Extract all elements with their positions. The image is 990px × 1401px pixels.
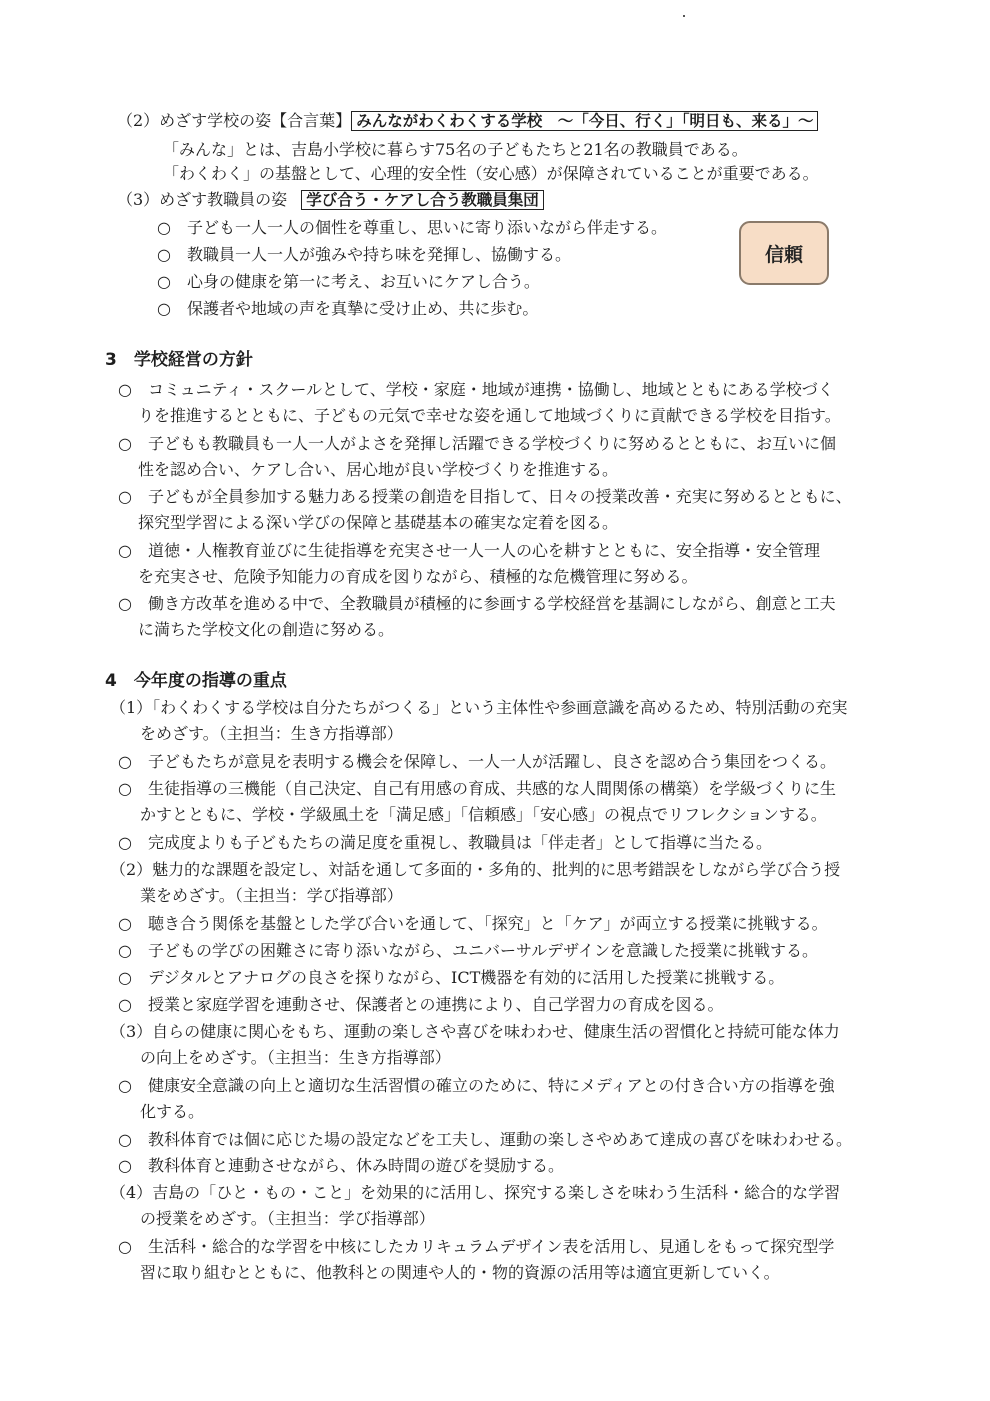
policy-line: ○ コミュニティ・スクールとして、学校・家庭・地域が連携・協働し、地域とともにある学校づく (118, 380, 834, 399)
focus-line: ○ 子どもたちが意見を表明する機会を保障し、一人一人が活躍し、良さを認め合う集団をつくる。 (118, 752, 836, 771)
focus-line: 業をめざす。（主担当：学び指導部） (140, 886, 403, 905)
focus-line: の向上をめざす。（主担当：生き方指導部） (140, 1048, 451, 1067)
goal-staff-label: （3）めざす教職員の姿 (117, 190, 288, 209)
focus-line: をめざす。（主担当：生き方指導部） (140, 724, 403, 743)
staff-list-item: ○ 教職員一人一人が強みや持ち味を発揮し、協働する。 (157, 245, 571, 264)
focus-line: ○ 健康安全意識の向上と適切な生活習慣の確立のために、特にメディアとの付き合い方の指導を強 (118, 1076, 835, 1095)
policy-line: ○ 働き方改革を進める中で、全教職員が積極的に参画する学校経営を基調にしながら、創意と工夫 (118, 594, 836, 613)
goal-school-line (117, 110, 818, 132)
focus-line: の授業をめざす。（主担当：学び指導部） (140, 1209, 435, 1228)
focus-line: ○ 授業と家庭学習を連動させ、保護者との連携により、自己学習力の育成を図る。 (118, 995, 724, 1014)
policy-line: ○ 道徳・人権教育並びに生徒指導を充実させ一人一人の心を耕すとともに、安全指導・安全管理 (118, 541, 820, 560)
focus-line: （1）「わくわくする学校は自分たちがつくる」という主体性や参画意識を高めるため、特別活動の充実 (110, 698, 848, 717)
focus-line: ○ 生徒指導の三機能（自己決定、自己有用感の育成、共感的な人間関係の構築）を学級づくりに生 (118, 779, 836, 798)
focus-line: 化する。 (140, 1102, 205, 1121)
staff-list-item: ○ 保護者や地域の声を真摯に受け止め、共に歩む。 (157, 299, 539, 318)
goal-staff-motto-box: 学び合う・ケアし合う教職員集団 (301, 190, 544, 210)
focus-line: （3）自らの健康に関心をもち、運動の楽しさや喜びを味わわせ、健康生活の習慣化と持続可能な体力 (110, 1022, 840, 1041)
text-line: 「みんな」とは、吉島小学校に暮らす75名の子どもたちと21名の教職員である。 (163, 140, 748, 159)
policy-line: ○ 子どもが全員参加する魅力ある授業の創造を目指して、日々の授業改善・充実に努めるとともに、 (118, 487, 852, 506)
focus-line: ○ 教科体育と連動させながら、休み時間の遊びを奨励する。 (118, 1156, 564, 1175)
policy-line: に満ちた学校文化の創造に努める。 (138, 620, 395, 639)
focus-line: ○ デジタルとアナログの良さを探りながら、ICT機器を有効的に活用した授業に挑戦する。 (118, 968, 785, 987)
text-line: 「わくわく」の基盤として、心理的安全性（安心感）が保障されていることが重要である。 (163, 164, 819, 183)
focus-line: 習に取り組むとともに、他教科との関連や人的・物的資源の活用等は適宜更新していく。 (140, 1263, 780, 1282)
focus-line: （2）魅力的な課題を設定し、対話を通して多面的・多角的、批判的に思考錯誤をしながら学び合う授 (110, 860, 841, 879)
goal-school-motto-box: みんながわくわくする学校 ～「今日、行く」「明日も、来る」～ (351, 111, 818, 131)
focus-line: ○ 完成度よりも子どもたちの満足度を重視し、教職員は「伴走者」として指導に当たる。 (118, 833, 772, 852)
focus-line: ○ 聴き合う関係を基盤とした学び合いを通して、「探究」と「ケア」が両立する授業に挑戦する。 (118, 914, 828, 933)
policy-line: りを推進するとともに、子どもの元気で幸せな姿を通して地域づくりに貢献できる学校を目指す。 (138, 406, 841, 425)
focus-line: ○ 生活科・総合的な学習を中核にしたカリキュラムデザイン表を活用し、見通しをもって探究型学 (118, 1237, 835, 1256)
focus-line: （4）吉島の「ひと・もの・こと」を効果的に活用し、探究する楽しさを味わう生活科・総合的な学習 (110, 1183, 841, 1202)
section-heading-3: 3 学校経営の方針 (105, 350, 253, 370)
goal-school-label: （2）めざす学校の姿【合言葉】 (117, 111, 352, 130)
staff-list-item: ○ 心身の健康を第一に考え、お互いにケアし合う。 (157, 272, 540, 291)
section-heading-4: 4 今年度の指導の重点 (105, 671, 287, 691)
policy-line: 性を認め合い、ケアし合い、居心地が良い学校づくりを推進する。 (138, 460, 619, 479)
staff-list-item: ○ 子ども一人一人の個性を尊重し、思いに寄り添いながら伴走する。 (157, 218, 667, 237)
trust-badge: 信頼 (739, 221, 829, 285)
scan-speck (683, 15, 685, 17)
focus-line: ○ 教科体育では個に応じた場の設定などを工夫し、運動の楽しさやめあて達成の喜びを味わわせる。 (118, 1130, 852, 1149)
policy-line: ○ 子どもも教職員も一人一人がよさを発揮し活躍できる学校づくりに努めるとともに、お互いに個 (118, 434, 836, 453)
focus-line: ○ 子どもの学びの困難さに寄り添いながら、ユニバーサルデザインを意識した授業に挑戦する。 (118, 941, 819, 960)
focus-line: かすとともに、学校・学級風土を「満足感」「信頼感」「安心感」の視点でリフレクションする。 (140, 805, 827, 824)
policy-line: を充実させ、危険予知能力の育成を図りながら、積極的な危機管理に努める。 (138, 567, 698, 586)
goal-staff-line (117, 189, 544, 211)
policy-line: 探究型学習による深い学びの保障と基礎基本の確実な定着を図る。 (138, 513, 619, 532)
